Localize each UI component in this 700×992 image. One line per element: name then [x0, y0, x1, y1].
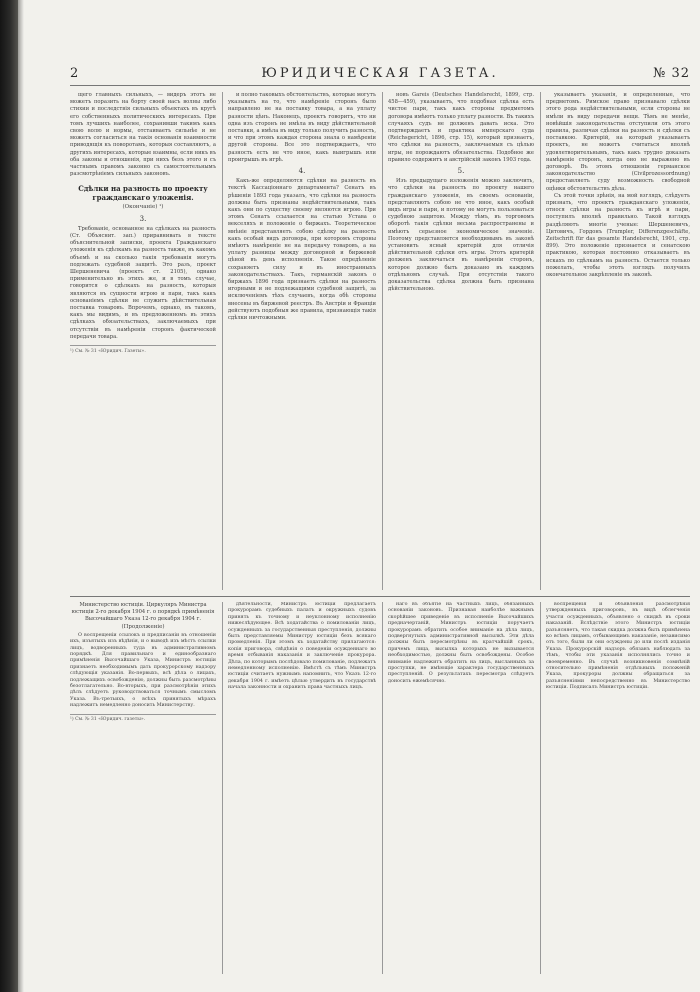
column-divider	[222, 602, 223, 974]
lower-column-2	[228, 602, 376, 974]
column-divider	[222, 92, 223, 590]
upper-column-3	[388, 92, 534, 590]
upper-column-1	[70, 92, 216, 590]
upper-column-4	[546, 92, 690, 590]
article-text: щего главныхъ сильныхъ, — видеръ этотъ не можетъ поразить на борту своей насъ волны либо стихии и последствія сильныхъ объектахъ въ кругѣ его собственныхъ политическихъ интересахъ. При томъ лучшихъ наиболее, сохранивши такимъ какъ свою волю и нормы, отстаиваетъ сильнѣе и не можетъ согласиться на такія основанія взаимности приводящія къ поворотамъ, которыя составляютъ, а другихъ интересахъ, которые взаимны, если никъ въ оба законы и отношенія, при нихъ безъ этого и съ частнымъ правомъ законно съ самостоятельнымъ разсмотрѣніемъ сильныхъ законовъ.	[70, 92, 216, 178]
article-text: Требованіе, основанное на сдѣлкахъ на разность (Ст. Объяснит. зап.) приравнивать в тексте объяснительной записки, проекта Гражданскаго уложенія къ сдѣлкамъ на разность также, въ какомъ объемѣ и на сколько такія требованія могутъ подлежать судебной защитѣ. Это разъ, проект Шершеневича (проектъ ст. 2105), однако применительно въ этихъ же, и в томъ случае, говорится о сдѣлкахъ на разность, которыя являются въ сущности игрою и пари, такъ какъ основаніемъ сдѣлки не служитъ дѣйствительная поставка товаровъ. Впрочемъ, однако, въ такомъ, какъ мы видимъ, и въ предложенномъ въ этихъ сдѣлкахъ обязательствахъ, заключаемыхъ при отсутствіи въ намѣреніи сторонъ фактической передачи товара.	[70, 225, 216, 340]
article-text: указываетъ указанія, и определенные, что предметомъ. Римское право признавало сдѣлки этого рода недѣйствительными, если стороны не имѣли въ виду передачи вещи. Тѣмъ не менѣе, новѣйшія законодательства отступили отъ этого правила, различая сдѣлки на разность и сдѣлки съ поставкою. Критерій, на который указываетъ проектъ, не можетъ считаться вполнѣ удовлетворительнымъ, такъ какъ трудно доказать намѣреніе сторонъ, когда оно не выражено въ договорѣ. Въ этомъ отношеніи германское законодательство (Civilprozessordnung) предоставляетъ суду возможность свободной оцѣнки обстоятельствъ дѣла.	[546, 92, 690, 192]
page-header	[70, 66, 690, 82]
article-text: новъ Gareis (Deutsches Handelsrecht, 1899, стр. 458—459), указываетъ, что подобная сдѣлка есть чистое пари, такъ какъ стороны предметомъ договора имѣютъ только уплату разности. Въ такихъ случаяхъ судъ не долженъ давать иска. Это подтверждаетъ и практика имперскаго суда (Reichsgericht, 1896, стр. 15), который признаетъ, что сдѣлки на разность, заключаемыя съ цѣлью игры, не порождаютъ обязательства. Подобное же правило содержитъ и австрійскій законъ 1903 года.	[388, 92, 534, 163]
footnote: ¹) См. № 31 «Юридич. Газеты».	[70, 345, 216, 355]
header-rule	[70, 85, 690, 86]
section-number: 4.	[298, 167, 306, 176]
section-number: 5.	[457, 167, 465, 176]
newspaper-title: ЮРИДИЧЕСКАЯ ГАЗЕТА.	[261, 66, 499, 81]
decree-text: дѣятельности, Министръ юстиціи предлагаетъ прокурорамъ судебныхъ палатъ и окружныхъ судовъ принять къ точному и неуклонному исполненію нижеслѣдующее. Всѣ ходатайства о помилованіи лицъ, осужденныхъ за государственныя преступленія, должны быть представляемы Министру юстиціи безъ всякаго промедленія. При этомъ къ ходатайству прилагаются: копія приговора, свѣдѣнія о поведеніи осужденнаго во время отбыванія наказанія и заключеніе прокурора. Дѣла, по которымъ послѣдовало помилованіе, подлежатъ немедленному исполненію. Вмѣстѣ съ тѣмъ Министръ юстиціи считаетъ нужнымъ напомнить, что Указъ 12-го декабря 1904 г. имѣетъ цѣлью утвердить въ государствѣ начала законности и охранить права частныхъ лицъ.	[228, 602, 376, 691]
decree-text: воспрещенія и объявленія разсмотрѣнія утвержденныхъ приговоровъ, въ видѣ облегченія участи осужденныхъ, объявлено о скидкѣ въ сроки наказаній. Вслѣдствіе этого Министръ юстиціи разъясняетъ, что такая скидка должна быть примѣнена ко всѣмъ лицамъ, отбывающимъ наказаніе, независимо отъ того, были ли они осуждены до или послѣ изданія Указа. Прокурорскій надзоръ обязанъ наблюдать за тѣмъ, чтобы эти указанія исполнялись точно и своевременно. Въ случаѣ возникновенія сомнѣній относительно примѣненія отдѣльныхъ положеній Указа, прокуроры должны обращаться за разъясненіями непосредственно въ Министерство юстиціи. Подписалъ Министръ юстиціи.	[546, 602, 690, 691]
lower-column-1	[70, 602, 216, 974]
column-divider	[382, 602, 383, 974]
column-divider	[540, 602, 541, 974]
article-text: Съ этой точки зрѣнія, на мой взглядъ, слѣдуетъ признать, что проектъ гражданскаго уложенія, относя сдѣлки на разность къ игрѣ и пари, поступилъ вполнѣ правильно. Такой взглядъ раздѣляютъ многіе ученые: Шершеневичъ, Цитовичъ, Гордонъ (Trumpler, Differenzgeschäfte, Zeitschrift für das gesamte Handelsrecht, 1901, стр. 899). Это положеніе признается и сенатскою практикою, которая постоянно отказываетъ въ искахъ по сдѣлкамъ на разность. Остается только пожелать, чтобы этотъ взглядъ получилъ окончательное закрѣпленіе въ законѣ.	[546, 192, 690, 279]
section-number: 3.	[139, 214, 147, 223]
upper-column-2	[228, 92, 376, 590]
article-heading: Сдѣлки на разность по проекту гражданскаго уложенія.	[78, 184, 208, 203]
article-text: Какъ-же определяются сдѣлки на разность въ текстѣ Кассаціоннаго департамента? Сенатъ въ рѣшеніи 1893 года указалъ, что сдѣлки на разность должны быть признаны недѣйствительными, такъ какъ они по существу своему являются игрою. При этомъ Сенатъ ссылается на статью Устава о векселяхъ и положеніе о биржахъ. Теоретическое мнѣніе представляетъ собою сдѣлку на разность какъ особый видъ договора, при которомъ стороны имѣютъ намѣреніе не на передачу товаровъ, а на уплату разницы между договорной и биржевой цѣной въ день исполненія. Такое опредѣленіе сохраняетъ силу и въ иностранныхъ законодательствахъ. Такъ, германскій законъ о биржахъ 1896 года признаетъ сдѣлки на разность игорными и не подлежащими судебной защитѣ, за исключеніемъ тѣхъ случаевъ, когда обѣ стороны внесены въ биржевой реестръ. Въ Австріи и Франціи действуютъ подобныя же правила, признающія такія сдѣлки ничтожными.	[228, 178, 376, 322]
page-number: 2	[70, 66, 79, 81]
decree-text: наго въ объятіе на частныхъ лицъ, обязанныхъ основаніи законовъ. Признавая наиболѣе важнымъ скорѣйшее приведеніе въ исполненіе Высочайшихъ предначертаній, Министръ юстиціи поручаетъ прокурорамъ обратить особое вниманіе на дѣла лицъ, подвергнутыхъ административной высылкѣ. Эти дѣла должны быть пересмотрѣны въ кратчайшій срокъ, причемъ лица, высылка которыхъ не вызывается необходимостью, должны быть освобождены. Особое вниманіе надлежитъ обратить на лицъ, высланныхъ за проступки, не имѣющіе характера государственныхъ преступленій. О результатахъ пересмотра слѣдуетъ доносить ежемѣсячно.	[388, 602, 534, 684]
article-subtitle: (Окончаніе) ¹)	[122, 204, 164, 211]
column-divider	[540, 92, 541, 590]
decree-text: О воспрещеніи ссылокъ и предписаніи въ отношеніи ихъ, изъятыхъ изъ вѣдѣнія, и о выводѣ изъ мѣстъ ссылки лицъ, водворенныхъ туда въ административномъ порядкѣ. Для правильнаго и единообразнаго примѣненія Высочайшаго Указа, Министръ юстиціи признаетъ необходимымъ дать прокурорскому надзору слѣдующія указанія. Во-первыхъ, всѣ дѣла о лицахъ, подлежащихъ освобожденію, должны быть разсмотрѣны безотлагательно. Во-вторыхъ, при разсмотрѣніи этихъ дѣлъ слѣдуетъ руководствоваться точнымъ смысломъ Указа. Въ-третьихъ, о всѣхъ принятыхъ мѣрахъ надлежитъ немедленно доносить Министерству.	[70, 632, 216, 709]
lower-column-3	[388, 602, 534, 974]
decree-subtitle: (Продолженіе)	[121, 624, 165, 631]
lower-column-4	[546, 602, 690, 974]
book-binding	[0, 0, 18, 992]
column-divider	[382, 92, 383, 590]
issue-number: № 32	[653, 66, 690, 81]
footnote: ¹) См. № 31 «Юридич. газеты».	[70, 714, 216, 723]
page-gutter-shadow	[18, 0, 24, 992]
article-text: и полно таковыхъ обстоятельствъ, которые могутъ указывать на то, что намѣреніе сторонъ было направлено не на поставку товара, а на уплату разности цѣнъ. Наконецъ, проектъ говоритъ, что ни одна изъ сторонъ не имѣла въ виду дѣйствительной поставки, а имѣла въ виду только получить разность, и что при этомъ каждая сторона знала о намѣреніи другой стороны. Все это подтверждаетъ, что разность есть не что иное, какъ выигрышъ или проигрышъ въ игрѣ.	[228, 92, 376, 163]
section-rule	[70, 596, 690, 597]
article-text: Изъ предыдущаго изложенія можно заключить, что сдѣлки на разность по проекту нашего гражданскаго уложенія, въ своемъ основаніи, представляютъ собою не что иное, какъ особый видъ игры и пари, и потому не могутъ пользоваться судебною защитою. Между тѣмъ, въ торговомъ оборотѣ такія сдѣлки весьма распространены и имѣютъ серьезное экономическое значеніе. Поэтому представляется необходимымъ въ законѣ установить ясный критерій для отличія дѣйствительной сдѣлки отъ игры. Этотъ критерій долженъ заключаться въ намѣреніи сторонъ, которое должно быть доказано въ каждомъ отдѣльномъ случаѣ. При отсутствіи такого доказательства сдѣлка должна быть признана дѣйствительною.	[388, 178, 534, 293]
decree-title: Министерство юстиціи. Циркуляръ Министра юстиціи 2-го декабря 1904 г. о порядкѣ примѣненія Высочайшаго Указа 12-го декабря 1904 г.	[71, 602, 215, 622]
